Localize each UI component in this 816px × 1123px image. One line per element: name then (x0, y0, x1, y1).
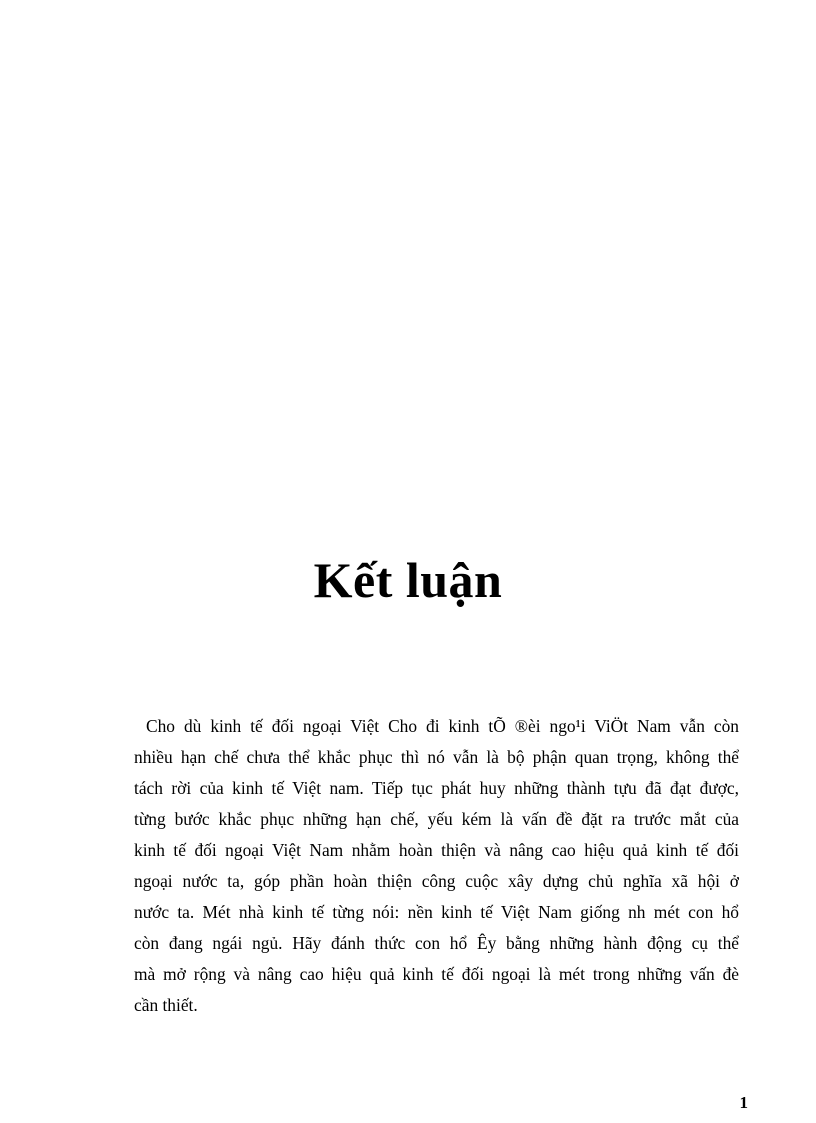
paragraph-line: kinh tế đối ngoại Việt Nam nhằm hoàn thiện và nâng cao hiệu quả kinh tế đối (134, 840, 739, 860)
paragraph-line: nhiều hạn chế chưa thể khắc phục thì nó vẫn là bộ phận quan trọng, không thể (134, 747, 739, 767)
paragraph-line: Cho dù kinh tế đối ngoại Việt Cho đi kinh tÕ ®èi ngo¹i ViÖt Nam vẫn còn (146, 716, 739, 736)
paragraph-line: nước ta. Mét nhà kinh tế từng nói: nền kinh tế Việt Nam giống nh mét con hổ (134, 902, 739, 922)
paragraph-line: còn đang ngái ngủ. Hãy đánh thức con hổ Êy bằng những hành động cụ thể (134, 933, 739, 953)
conclusion-paragraph (134, 711, 739, 1021)
page-number: 1 (739, 1093, 748, 1112)
paragraph-line: ngoại nước ta, góp phần hoàn thiện công cuộc xây dựng chủ nghĩa xã hội ở (134, 871, 739, 891)
paragraph-line: mà mở rộng và nâng cao hiệu quả kinh tế đối ngoại là mét trong những vấn đè (134, 964, 739, 984)
paragraph-line: từng bước khắc phục những hạn chế, yếu kém là vấn đề đặt ra trước mắt của (134, 809, 739, 829)
document-title: Kết luận (313, 552, 503, 608)
paragraph-line: cần thiết. (134, 995, 198, 1015)
paragraph-line: tách rời của kinh tế Việt nam. Tiếp tục phát huy những thành tựu đã đạt được, (134, 778, 739, 798)
